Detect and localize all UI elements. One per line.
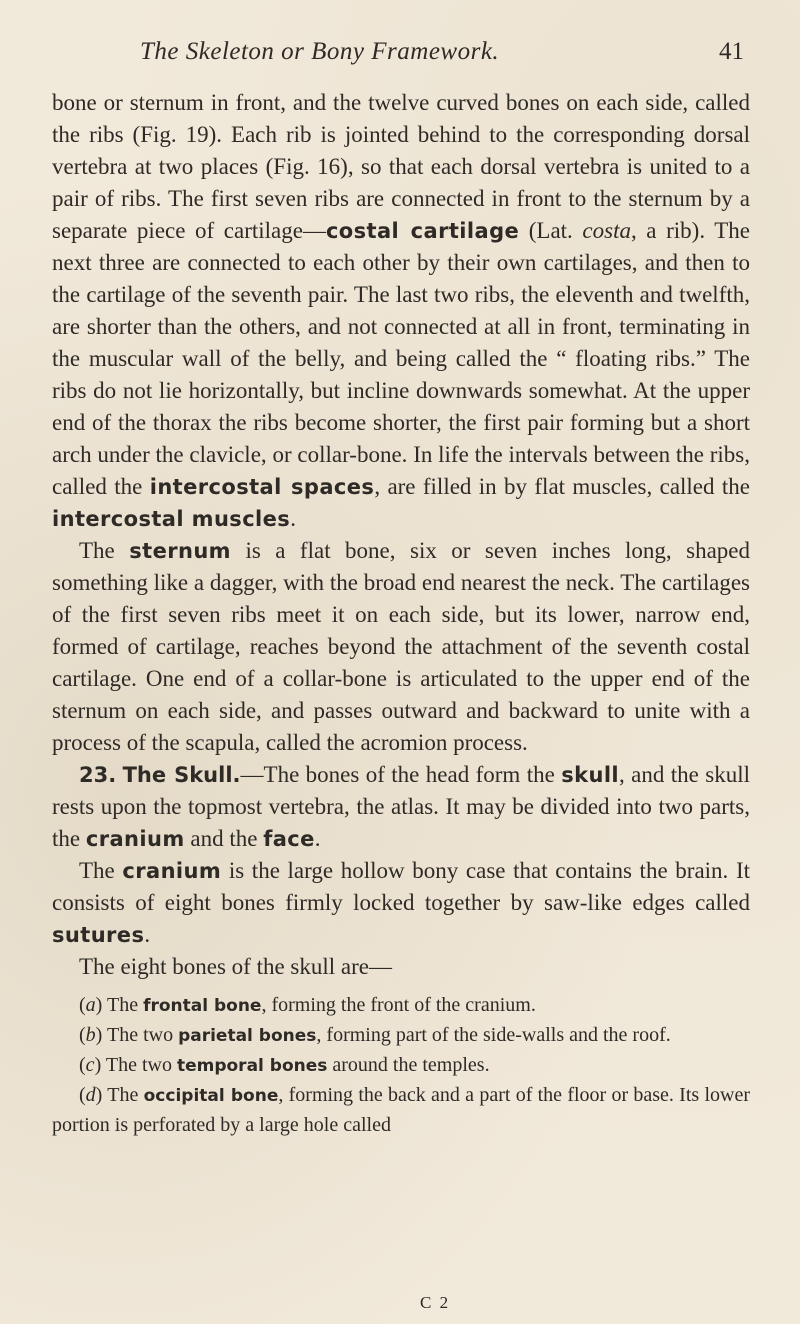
term-frontal-bone: frontal bone — [143, 996, 262, 1016]
text-run: , forming part of the side-walls and the roof. — [316, 1024, 671, 1046]
section-number: 23. — [79, 763, 117, 787]
body-text — [52, 87, 750, 1140]
text-run: —The bones of the head form the — [240, 762, 562, 787]
text-run: The two — [102, 1024, 179, 1046]
text-run: The — [79, 538, 130, 563]
text-run: is the large hollow bony case that contains the brain. It consists of eight bones firmly locked together by saw-like edges called — [52, 858, 750, 915]
section-title: The Skull. — [122, 763, 241, 787]
list-label: c — [85, 1054, 95, 1076]
term-parietal-bones: parietal bones — [178, 1026, 317, 1046]
page-number: 41 — [719, 38, 744, 65]
page-header — [140, 38, 744, 78]
text-run: and the — [184, 826, 264, 851]
list-label: d — [85, 1084, 96, 1106]
text-run: , and the skull rests upon the topmost vertebra, the atlas. It may be divided into two parts, the — [52, 762, 751, 851]
text-run: , are filled in by flat muscles, called the — [374, 474, 750, 499]
text-run: bone or sternum in front, and the twelve curved bones on each side, called the ribs (Fig. 19). Each rib is jointed behind to the corresponding dorsal vertebra at two places (Fig. 16), so that each dorsal vertebra is united to a pair of ribs. The first seven ribs are connected in front to the sternum by a separate piece of cartilage— — [52, 90, 750, 243]
list-item: (a) The frontal bone, forming the front of the cranium. — [79, 994, 536, 1016]
paragraph-sternum — [52, 535, 750, 759]
text-run: . — [144, 922, 151, 947]
text-run: . — [290, 506, 296, 531]
running-title: The Skeleton or Bony Framework. — [140, 38, 500, 65]
term-intercostal-spaces: intercostal spaces — [149, 475, 375, 499]
paragraph-ribs — [52, 87, 750, 535]
list-item: (b) The two parietal bones, forming part of the side-walls and the roof. — [79, 1024, 671, 1046]
skull-bones-list — [52, 991, 750, 1140]
term-sutures: sutures — [52, 923, 145, 947]
text-run: , forming the front of the cranium. — [261, 994, 536, 1016]
paragraph-skull — [52, 759, 750, 855]
text-run: The eight bones of the skull are— — [79, 954, 392, 979]
list-label: a — [85, 994, 96, 1016]
text-run: is a flat bone, six or seven inches long, shaped something like a dagger, with the broad end nearest the neck. The cartilages of the first seven ribs meet it on each side, but its lower, narrow end, formed of cartilage, reaches beyond the attachment of the seventh costal cartilage. One end of a collar-bone is articulated to the upper end of the sternum on each side, and passes outward and backward to unite with a process of the scapula, called the acromion process. — [52, 538, 750, 755]
text-run: around the temples. — [327, 1054, 490, 1076]
term-cranium: cranium — [85, 827, 185, 851]
text-run: The two — [101, 1054, 177, 1076]
text-run: (Lat. — [519, 218, 583, 243]
term-face: face — [263, 827, 315, 851]
term-intercostal-muscles: intercostal muscles — [52, 507, 291, 531]
term-cranium-2: cranium — [122, 859, 222, 883]
text-run: The — [79, 858, 123, 883]
term-costal-cartilage: costal cartilage — [325, 219, 520, 243]
paragraph-eight-bones — [52, 951, 750, 983]
term-occipital-bone: occipital bone — [143, 1086, 279, 1106]
text-run: , forming the back and a part of the floor or base. Its lower portion is perforated by a large hole called — [52, 1084, 750, 1136]
term-temporal-bones: temporal bones — [176, 1056, 328, 1076]
list-item: (c) The two temporal bones around the temples. — [79, 1054, 490, 1076]
list-label: b — [85, 1024, 96, 1046]
latin-costa: costa — [582, 218, 631, 243]
text-run: , a rib). The next three are connected to each other by their own cartilages, and then to the cartilage of the seventh pair. The last two ribs, the eleventh and twelfth, are shorter than the others, and not connected at all in front, terminating in the muscular wall of the belly, and being called the “ floating ribs.” The ribs do not lie horizontally, but incline downwards somewhat. At the upper end of the thorax the ribs become shorter, the first pair forming but a short arch under the clavicle, or collar-bone. In life the intervals between the ribs, called the — [52, 218, 750, 499]
text-run: The — [102, 1084, 144, 1106]
text-run: . — [314, 826, 321, 851]
text-run: The — [102, 994, 144, 1016]
list-item: (d) The occipital bone, forming the back and a part of the floor or base. Its lower portion is perforated by a large hole called — [52, 1084, 750, 1136]
paragraph-cranium — [52, 855, 750, 951]
signature-mark: C 2 — [420, 1293, 451, 1312]
term-sternum: sternum — [129, 539, 231, 563]
term-skull: skull — [561, 763, 620, 787]
